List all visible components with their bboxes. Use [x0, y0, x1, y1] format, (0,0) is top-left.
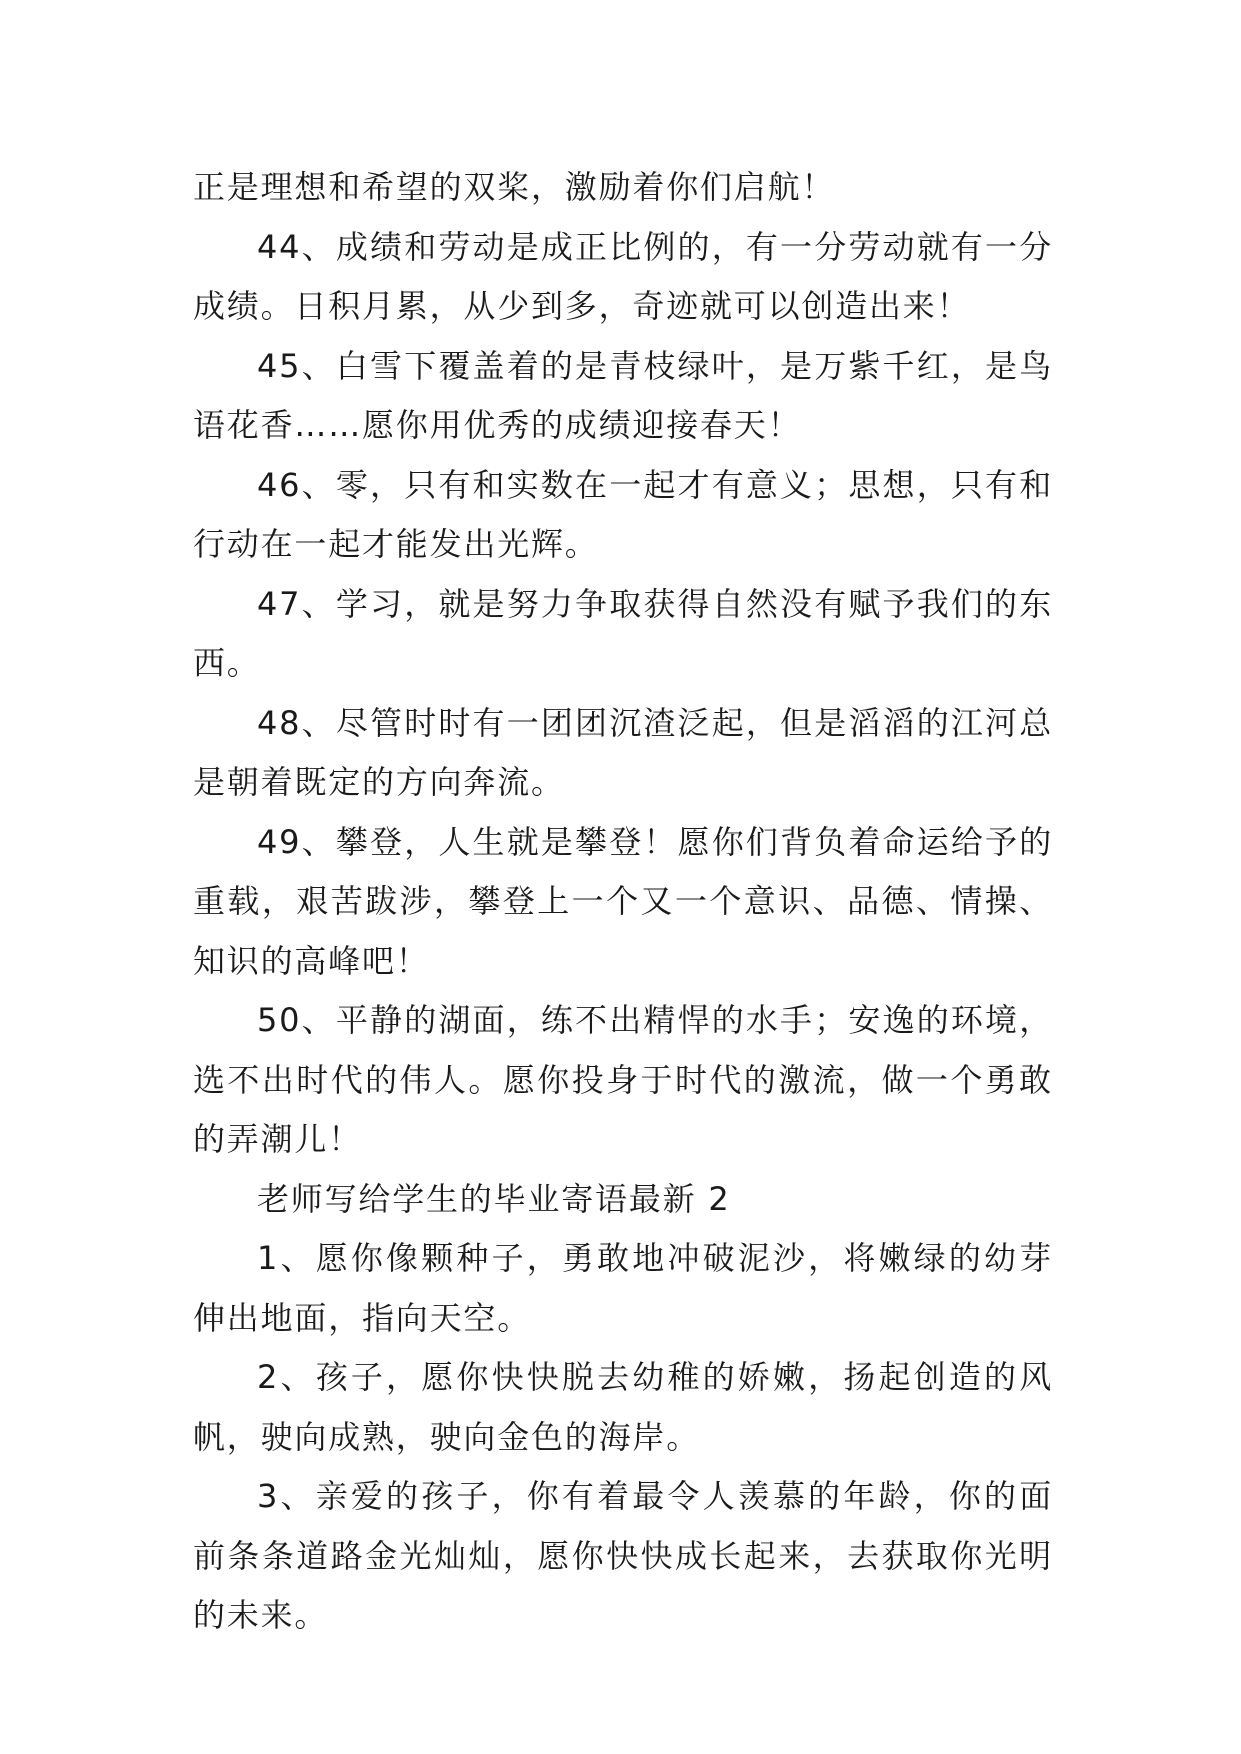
section-heading: 老师写给学生的毕业寄语最新 2: [257, 1179, 731, 1218]
paragraph-47: 47、学习，就是努力争取获得自然没有赋予我们的东西。: [193, 584, 1053, 682]
section-paragraph-2: 2、孩子，愿你快快脱去幼稚的娇嫩，扬起创造的风帆，驶向成熟，驶向金色的海岸。: [193, 1358, 1053, 1456]
paragraph-continuation: 正是理想和希望的双桨，激励着你们启航！: [193, 168, 836, 206]
section-paragraph-3: 3、亲爱的孩子，你有着最令人羡慕的年龄，你的面前条条道路金光灿灿，愿你快快成长起来，去获取你光明的未来。: [193, 1477, 1053, 1634]
document-page: [193, 158, 1053, 1646]
section-paragraph-1: 1、愿你像颗种子，勇敢地冲破泥沙，将嫩绿的幼芽伸出地面，指向天空。: [193, 1239, 1053, 1337]
paragraph-48: 48、尽管时时有一团团沉渣泛起，但是滔滔的江河总是朝着既定的方向奔流。: [193, 703, 1053, 801]
paragraph-49: 49、攀登，人生就是攀登！愿你们背负着命运给予的重载，艰苦跋涉，攀登上一个又一个意识、品德、情操、知识的高峰吧！: [193, 822, 1053, 980]
paragraph-46: 46、零，只有和实数在一起才有意义；思想，只有和行动在一起才能发出光辉。: [193, 465, 1053, 563]
paragraph-45: 45、白雪下覆盖着的是青枝绿叶，是万紫千红，是鸟语花香……愿你用优秀的成绩迎接春天！: [193, 346, 1053, 444]
paragraph-44: 44、成绩和劳动是成正比例的，有一分劳动就有一分成绩。日积月累，从少到多，奇迹就可以创造出来！: [193, 227, 1053, 325]
paragraph-50: 50、平静的湖面，练不出精悍的水手；安逸的环境，选不出时代的伟人。愿你投身于时代的激流，做一个勇敢的弄潮儿！: [193, 1001, 1053, 1158]
